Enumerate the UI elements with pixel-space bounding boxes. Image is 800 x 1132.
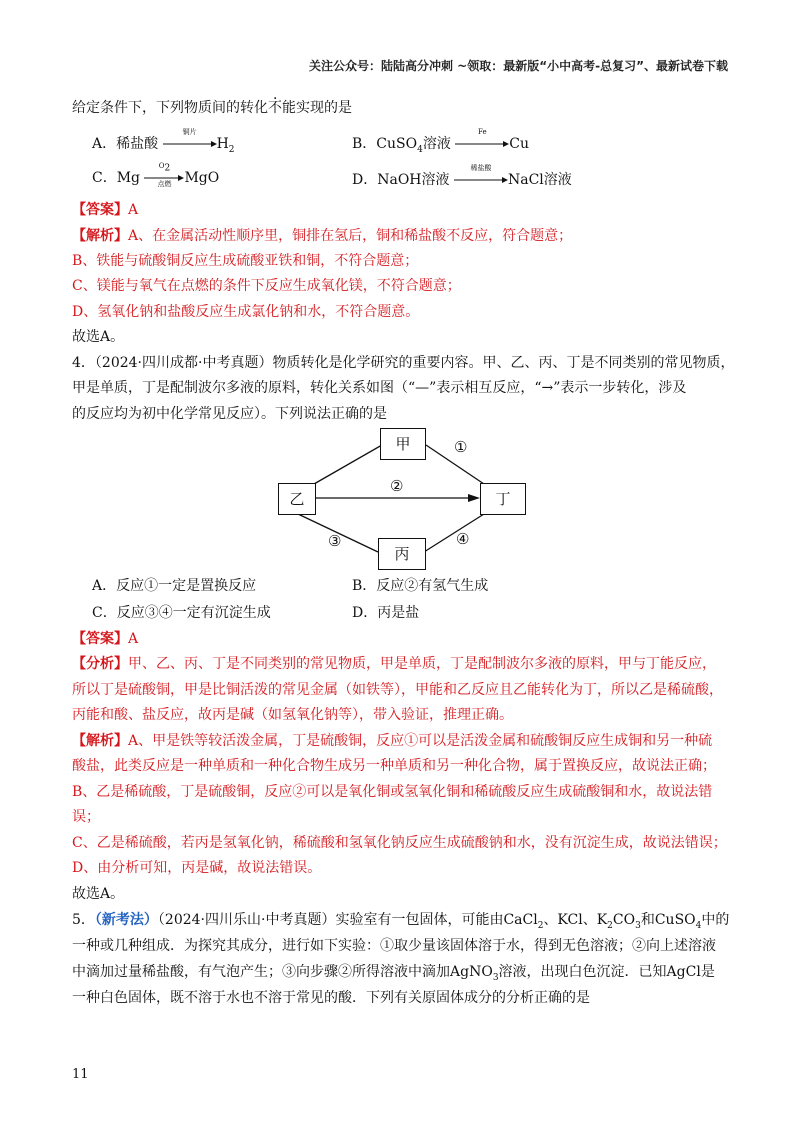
q3-stem: 给定条件下，下列物质间的转化不能实现的是 xyxy=(72,100,352,116)
q4-analysis-line: 【解析】A、甲是铁等较活泼金属，丁是硫酸铜，反应①可以是活泼金属和硫酸铜反应生成铜和另一种硫 xyxy=(72,733,713,749)
reaction-label: ④ xyxy=(456,530,470,548)
q4-option-b: B．反应②有氢气生成 xyxy=(352,578,489,594)
reaction-label: ② xyxy=(390,477,404,495)
q4-stem-line: 甲是单质，丁是配制波尔多液的原料，转化关系如图（“—”表示相互反应，“→”表示一步转化，涉及 xyxy=(72,380,687,396)
q4-option-d: D．丙是盐 xyxy=(352,605,420,621)
q4-stem-line: 的反应均为初中化学常见反应）。下列说法正确的是 xyxy=(72,406,387,422)
reaction-arrow-icon: Fe xyxy=(455,138,509,150)
q4-fenxi-line: 【分析】甲、乙、丙、丁是不同类别的常见物质，甲是单质，丁是配制波尔多液的原料，甲与丁能反应， xyxy=(72,656,716,672)
reaction-label: ③ xyxy=(328,532,342,550)
node-ding: 丁 xyxy=(480,483,526,515)
q3-answer: 【答案】A xyxy=(72,202,139,218)
reaction-arrow-icon: 铜片 xyxy=(163,138,217,150)
reaction-label: ① xyxy=(454,438,468,456)
q3-analysis-line: D、氢氧化钠和盐酸反应生成氯化钠和水，不符合题意。 xyxy=(72,304,420,320)
q5-tag: （新考法） xyxy=(94,912,158,928)
conversion-diagram xyxy=(270,428,530,576)
page-number: 11 xyxy=(72,1067,89,1082)
q5-stem-line: 一种白色固体，既不溶于水也不溶于常见的酸．下列有关原固体成分的分析正确的是 xyxy=(72,990,590,1006)
q3-analysis-line: B、铁能与硫酸铜反应生成硫酸亚铁和铜，不符合题意； xyxy=(72,253,419,269)
q4-conclusion: 故选A。 xyxy=(72,886,125,902)
q5-stem-line: 中滴加过量稀盐酸，有气泡产生；③向步骤②所得溶液中滴加AgNO$_3$溶液，出现白色沉淀．已知AgCl是 xyxy=(72,964,715,983)
q4-analysis-line: C、乙是稀硫酸，若丙是氢氧化钠，稀硫酸和氢氧化钠反应生成硫酸钠和水，没有沉淀生成，故说法错误； xyxy=(72,835,727,851)
q4-answer: 【答案】A xyxy=(72,631,139,647)
q4-option-a: A．反应①一定是置换反应 xyxy=(92,578,257,594)
q3-analysis-line: C、镁能与氧气在点燃的条件下反应生成氧化镁，不符合题意； xyxy=(72,278,461,294)
q3-option-c: C．Mg $O_2$ 点燃 MgO xyxy=(92,162,220,188)
q4-analysis-line: 酸盐，此类反应是一种单质和一种化合物生成另一种单质和另一种化合物，属于置换反应，故说法正确； xyxy=(72,758,716,774)
q4-stem-line: 4．（2024·四川成都·中考真题）物质转化是化学研究的重要内容。甲、乙、丙、丁是不同类别的常见物质， xyxy=(72,355,735,371)
q3-conclusion: 故选A。 xyxy=(72,329,125,345)
q4-fenxi-line: 所以丁是硫酸铜，甲是比铜活泼的常见金属（如铁等），甲能和乙反应且乙能转化为丁，所以乙是稀硫酸， xyxy=(72,682,723,698)
q5-stem-line: 5．（新考法）（2024·四川乐山·中考真题）实验室有一包固体，可能由CaCl$_2$、KCl、$K_2CO_3$和CuSO$_4$中的 xyxy=(72,912,730,931)
q3-option-d: D．NaOH溶液 稀盐酸 NaCl溶液 xyxy=(352,164,572,188)
node-jia: 甲 xyxy=(380,428,426,460)
q4-fenxi-line: 丙能和酸、盐反应，故丙是碱（如氢氧化钠等），带入验证，推理正确。 xyxy=(72,707,513,723)
q4-analysis-line: D、由分析可知，丙是碱，故说法错误。 xyxy=(72,860,322,876)
reaction-arrow-icon: $O_2$ 点燃 xyxy=(144,172,184,184)
node-yi: 乙 xyxy=(278,483,316,515)
q5-stem-line: 一种或几种组成．为探究其成分，进行如下实验：①取少量该固体溶于水，得到无色溶液；②向上述溶液 xyxy=(72,938,716,954)
q4-option-c: C．反应③④一定有沉淀生成 xyxy=(92,605,271,621)
q3-option-a: A．稀盐酸 铜片 $H_2$ xyxy=(92,128,235,155)
page-header: 关注公众号：陆陆高分冲刺 ~领取：最新版“小中高考-总复习”、最新试卷下载 xyxy=(309,59,728,73)
q4-analysis-line: 误； xyxy=(72,809,100,825)
reaction-arrow-icon: 稀盐酸 xyxy=(454,174,508,186)
q3-analysis-line: 【解析】A、在金属活动性顺序里，铜排在氢后，铜和稀盐酸不反应，符合题意； xyxy=(72,228,573,244)
q3-emphasis: 不能 xyxy=(268,100,296,116)
q4-analysis-line: B、乙是稀硫酸，丁是硫酸铜，反应②可以是氧化铜或氢氧化铜和稀硫酸反应生成硫酸铜和水，故说法错 xyxy=(72,784,713,800)
node-bing: 丙 xyxy=(378,538,426,570)
q3-option-b: B．CuSO$_4$溶液 Fe Cu xyxy=(352,128,530,155)
